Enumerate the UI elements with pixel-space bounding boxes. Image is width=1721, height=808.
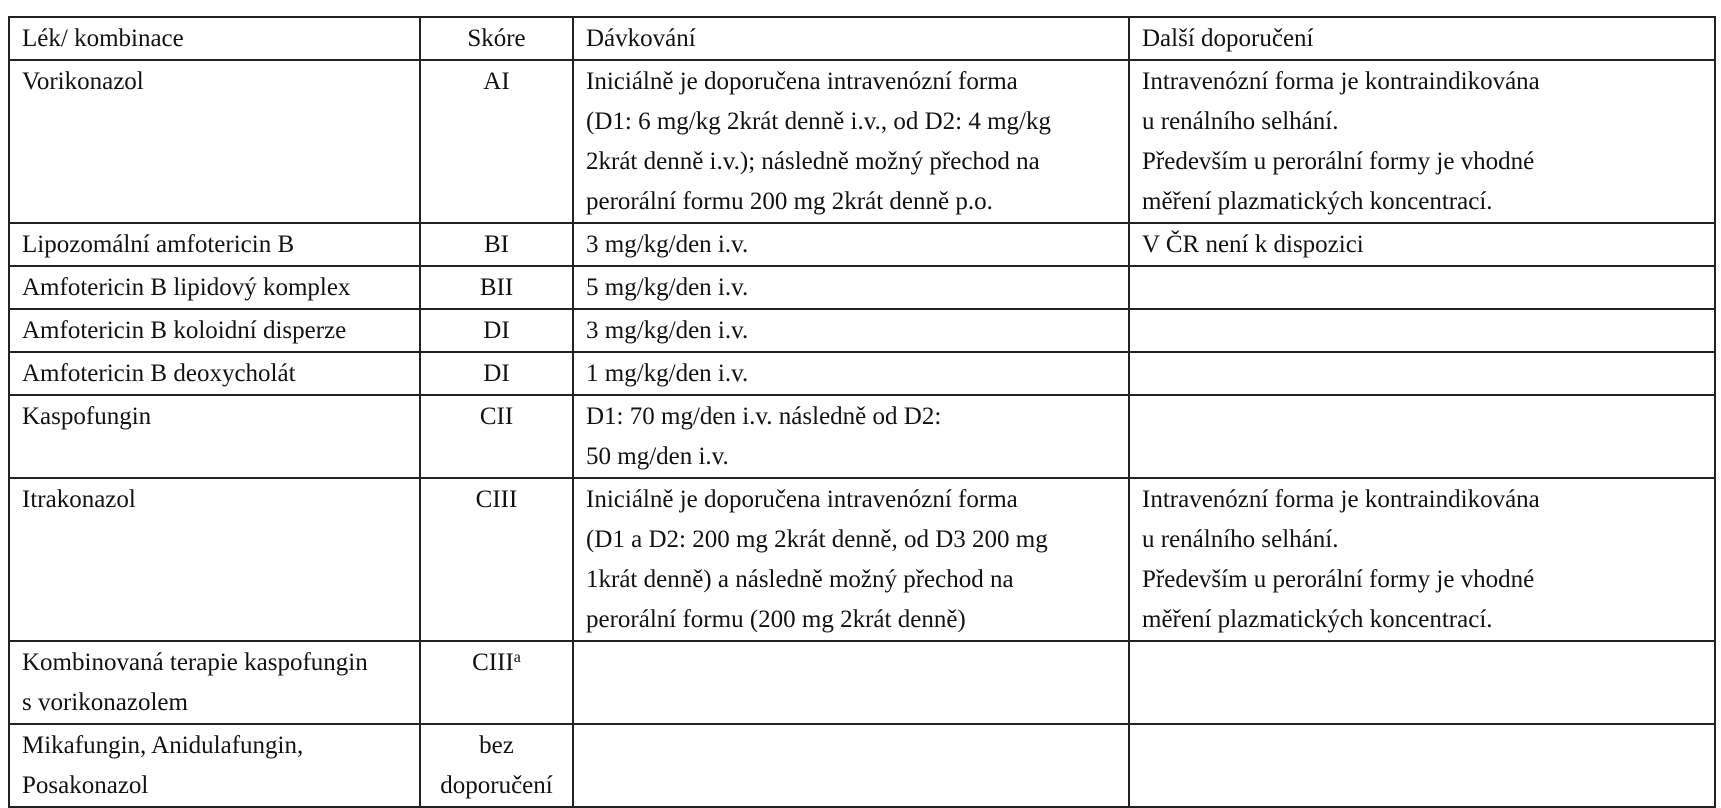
dosage-cell: 5 mg/kg/den i.v. [573, 266, 1129, 309]
score-cell [420, 266, 573, 309]
dosage-cell: 3 mg/kg/den i.v. [573, 223, 1129, 266]
score-cell [420, 395, 573, 478]
recommendation-cell: Intravenózní forma je kontraindikována u renálního selhání. Především u perorální formy je vhodné měření plazmatických koncentrací. [1129, 478, 1715, 641]
recommendation-cell [1129, 266, 1715, 309]
dosage-cell [573, 641, 1129, 724]
score-footnote: a [513, 649, 521, 666]
drug-cell: Vorikonazol [9, 60, 420, 223]
score-value: BII [479, 274, 514, 301]
header-recommendation: Další doporučení [1129, 17, 1715, 60]
table-row [9, 352, 1715, 395]
table-row [9, 724, 1715, 807]
table-row [9, 478, 1715, 641]
score-value: CIII [475, 486, 518, 513]
recommendation-cell [1129, 309, 1715, 352]
drug-cell: Amfotericin B koloidní disperze [9, 309, 420, 352]
score-value: bez doporučení [440, 732, 553, 799]
table-row [9, 395, 1715, 478]
drug-cell: Mikafungin, Anidulafungin, Posakonazol [9, 724, 420, 807]
recommendation-cell [1129, 395, 1715, 478]
score-value: AI [483, 68, 510, 95]
table-row [9, 60, 1715, 223]
drug-cell: Itrakonazol [9, 478, 420, 641]
table-row [9, 223, 1715, 266]
header-drug: Lék/ kombinace [9, 17, 420, 60]
drug-cell: Kombinovaná terapie kaspofungin s vorikonazolem [9, 641, 420, 724]
dosage-cell [573, 724, 1129, 807]
antifungal-therapy-table [8, 16, 1716, 808]
dosage-cell: Iniciálně je doporučena intravenózní forma (D1: 6 mg/kg 2krát denně i.v., od D2: 4 mg/kg 2krát denně i.v.); následně možný přechod na perorální formu 200 mg 2krát denně p.o. [573, 60, 1129, 223]
score-value: CII [479, 403, 514, 430]
score-cell [420, 223, 573, 266]
table-row [9, 309, 1715, 352]
score-cell [420, 724, 573, 807]
score-cell [420, 352, 573, 395]
score-cell [420, 60, 573, 223]
dosage-cell: 1 mg/kg/den i.v. [573, 352, 1129, 395]
recommendation-cell: V ČR není k dispozici [1129, 223, 1715, 266]
drug-cell: Kaspofungin [9, 395, 420, 478]
drug-cell: Amfotericin B deoxycholát [9, 352, 420, 395]
score-value: DI [483, 317, 510, 344]
recommendation-cell: Intravenózní forma je kontraindikována u renálního selhání. Především u perorální formy je vhodné měření plazmatických koncentrací. [1129, 60, 1715, 223]
header-score: Skóre [420, 17, 573, 60]
recommendation-cell [1129, 724, 1715, 807]
score-cell [420, 309, 573, 352]
score-value: DI [483, 360, 510, 387]
table-row [9, 641, 1715, 724]
dosage-cell: Iniciálně je doporučena intravenózní forma (D1 a D2: 200 mg 2krát denně, od D3 200 mg 1krát denně) a následně možný přechod na perorální formu (200 mg 2krát denně) [573, 478, 1129, 641]
drug-cell: Lipozomální amfotericin B [9, 223, 420, 266]
drug-cell: Amfotericin B lipidový komplex [9, 266, 420, 309]
dosage-cell: 3 mg/kg/den i.v. [573, 309, 1129, 352]
table-header-row [9, 17, 1715, 60]
dosage-cell: D1: 70 mg/den i.v. následně od D2: 50 mg/den i.v. [573, 395, 1129, 478]
table-row [9, 266, 1715, 309]
score-value: CIII [472, 649, 514, 676]
header-dosage: Dávkování [573, 17, 1129, 60]
score-value: BI [484, 231, 509, 258]
recommendation-cell [1129, 352, 1715, 395]
score-cell [420, 641, 573, 724]
recommendation-cell [1129, 641, 1715, 724]
score-cell [420, 478, 573, 641]
